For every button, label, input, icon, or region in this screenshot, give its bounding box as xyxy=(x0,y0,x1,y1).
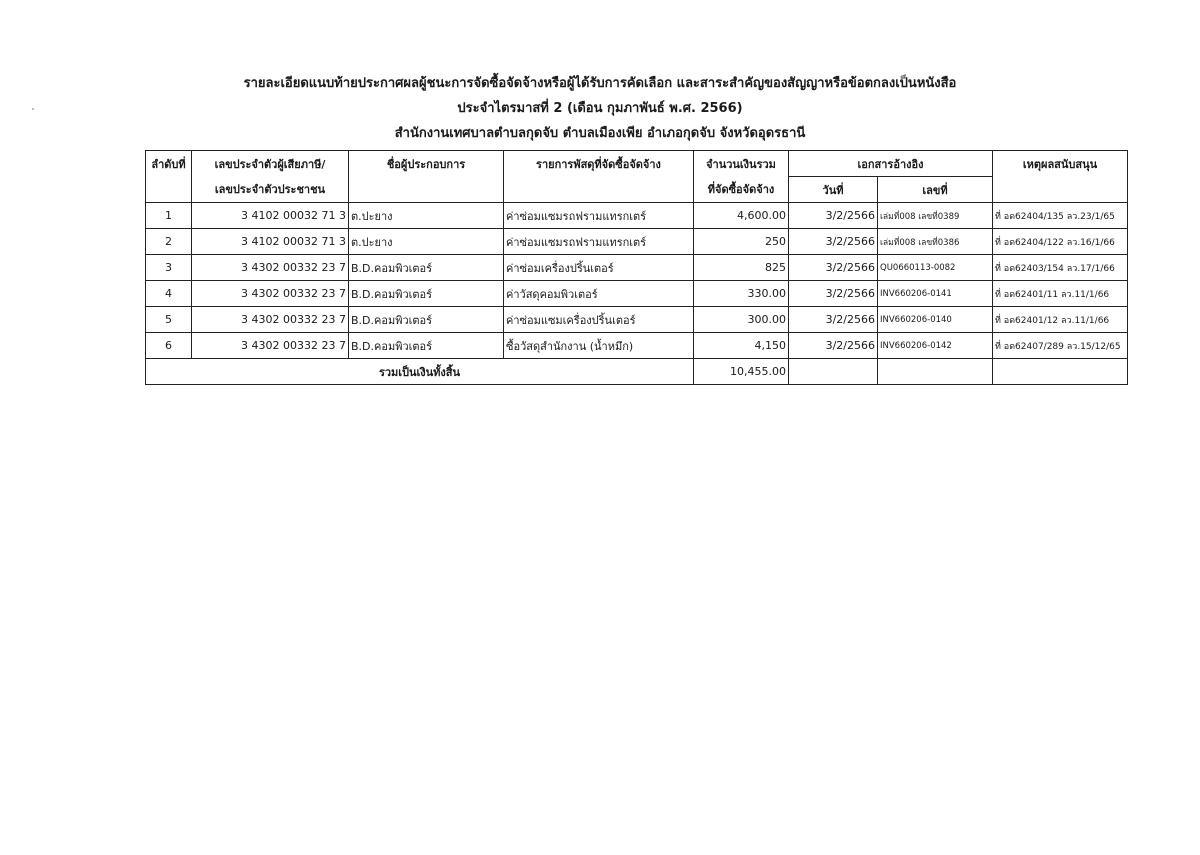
cell-refno: QU0660113-0082 xyxy=(878,255,993,281)
procurement-table xyxy=(145,150,1128,385)
col-taxid-header-2: เลขประจำตัวประชาชน xyxy=(192,177,349,203)
cell-no: 2 xyxy=(146,229,192,255)
col-no-header: ลำดับที่ xyxy=(146,151,192,203)
cell-reason: ที่ อด62404/122 ลว.16/1/66 xyxy=(993,229,1128,255)
cell-reason: ที่ อด62401/11 ลว.11/1/66 xyxy=(993,281,1128,307)
cell-no: 4 xyxy=(146,281,192,307)
total-label: รวมเป็นเงินทั้งสิ้น xyxy=(146,359,694,385)
cell-amount: 250 xyxy=(694,229,789,255)
col-ref-date-header: วันที่ xyxy=(789,177,878,203)
cell-date: 3/2/2566 xyxy=(789,229,878,255)
cell-vendor: B.D.คอมพิวเตอร์ xyxy=(349,307,504,333)
cell-amount: 4,600.00 xyxy=(694,203,789,229)
cell-amount: 4,150 xyxy=(694,333,789,359)
table-header-row-1 xyxy=(146,151,1128,177)
col-amount-header-1: จำนวนเงินรวม xyxy=(694,151,789,177)
cell-item: ค่าซ่อมแซมรถฟรามแทรกเตร์ xyxy=(504,229,694,255)
header-agency: สำนักงานเทศบาลตำบลกุดจับ ตำบลเมืองเพีย อำเภอกุดจับ จังหวัดอุดรธานี xyxy=(394,126,806,141)
cell-no: 3 xyxy=(146,255,192,281)
cell-date: 3/2/2566 xyxy=(789,255,878,281)
cell-reason: ที่ อด62401/12 ลว.11/1/66 xyxy=(993,307,1128,333)
cell-taxid: 3 4302 00332 23 7 xyxy=(192,307,349,333)
header-period: ประจำไตรมาสที่ 2 (เดือน กุมภาพันธ์ พ.ศ. 2566) xyxy=(457,101,743,116)
col-amount-header-2: ที่จัดซื้อจัดจ้าง xyxy=(694,177,789,203)
col-ref-number-header: เลขที่ xyxy=(878,177,993,203)
cell-amount: 300.00 xyxy=(694,307,789,333)
total-empty-date xyxy=(789,359,878,385)
cell-no: 5 xyxy=(146,307,192,333)
cell-date: 3/2/2566 xyxy=(789,307,878,333)
cell-taxid: 3 4102 00032 71 3 xyxy=(192,229,349,255)
cell-taxid: 3 4302 00332 23 7 xyxy=(192,281,349,307)
cell-taxid: 3 4302 00332 23 7 xyxy=(192,255,349,281)
table-row xyxy=(146,229,1128,255)
cell-vendor: ต.ปะยาง xyxy=(349,229,504,255)
cell-taxid: 3 4302 00332 23 7 xyxy=(192,333,349,359)
cell-refno: INV660206-0142 xyxy=(878,333,993,359)
table-row xyxy=(146,203,1128,229)
cell-date: 3/2/2566 xyxy=(789,281,878,307)
cell-vendor: B.D.คอมพิวเตอร์ xyxy=(349,255,504,281)
total-empty-refno xyxy=(878,359,993,385)
cell-item: ค่าซ่อมแซมเครื่องปริ้นเตอร์ xyxy=(504,307,694,333)
cell-item: ค่าวัสดุคอมพิวเตอร์ xyxy=(504,281,694,307)
cell-refno: INV660206-0140 xyxy=(878,307,993,333)
cell-no: 6 xyxy=(146,333,192,359)
cell-amount: 825 xyxy=(694,255,789,281)
cell-date: 3/2/2566 xyxy=(789,333,878,359)
cell-refno: INV660206-0141 xyxy=(878,281,993,307)
total-empty-reason xyxy=(993,359,1128,385)
cell-amount: 330.00 xyxy=(694,281,789,307)
cell-item: ซื้อวัสดุสำนักงาน (น้ำหมึก) xyxy=(504,333,694,359)
cell-no: 1 xyxy=(146,203,192,229)
cell-date: 3/2/2566 xyxy=(789,203,878,229)
cell-vendor: B.D.คอมพิวเตอร์ xyxy=(349,333,504,359)
cell-refno: เล่มที่008 เลขที่0386 xyxy=(878,229,993,255)
cell-reason: ที่ อด62403/154 ลว.17/1/66 xyxy=(993,255,1128,281)
cell-item: ค่าซ่อมแซมรถฟรามแทรกเตร์ xyxy=(504,203,694,229)
table-row xyxy=(146,281,1128,307)
table-row xyxy=(146,307,1128,333)
cell-vendor: ต.ปะยาง xyxy=(349,203,504,229)
col-ref-group-header: เอกสารอ้างอิง xyxy=(789,151,993,177)
cell-item: ค่าซ่อมเครื่องปริ้นเตอร์ xyxy=(504,255,694,281)
cell-reason: ที่ อด62404/135 ลว.23/1/65 xyxy=(993,203,1128,229)
col-reason-header: เหตุผลสนับสนุน xyxy=(993,151,1128,203)
total-row xyxy=(146,359,1128,385)
total-amount: 10,455.00 xyxy=(694,359,789,385)
col-vendor-header: ชื่อผู้ประกอบการ xyxy=(349,151,504,203)
header-title: รายละเอียดแนบท้ายประกาศผลผู้ชนะการจัดซื้อจัดจ้างหรือผู้ได้รับการคัดเลือก และสาระสำคัญของสัญญาหรือข้อตกลงเป็นหนังสือ xyxy=(243,76,957,91)
col-item-header: รายการพัสดุที่จัดซื้อจัดจ้าง xyxy=(504,151,694,203)
cell-refno: เล่มที่008 เลขที่0389 xyxy=(878,203,993,229)
table-row xyxy=(146,255,1128,281)
cell-vendor: B.D.คอมพิวเตอร์ xyxy=(349,281,504,307)
table-row xyxy=(146,333,1128,359)
cell-taxid: 3 4102 00032 71 3 xyxy=(192,203,349,229)
col-taxid-header-1: เลขประจำตัวผู้เสียภาษี/ xyxy=(192,151,349,177)
cell-reason: ที่ อด62407/289 ลว.15/12/65 xyxy=(993,333,1128,359)
